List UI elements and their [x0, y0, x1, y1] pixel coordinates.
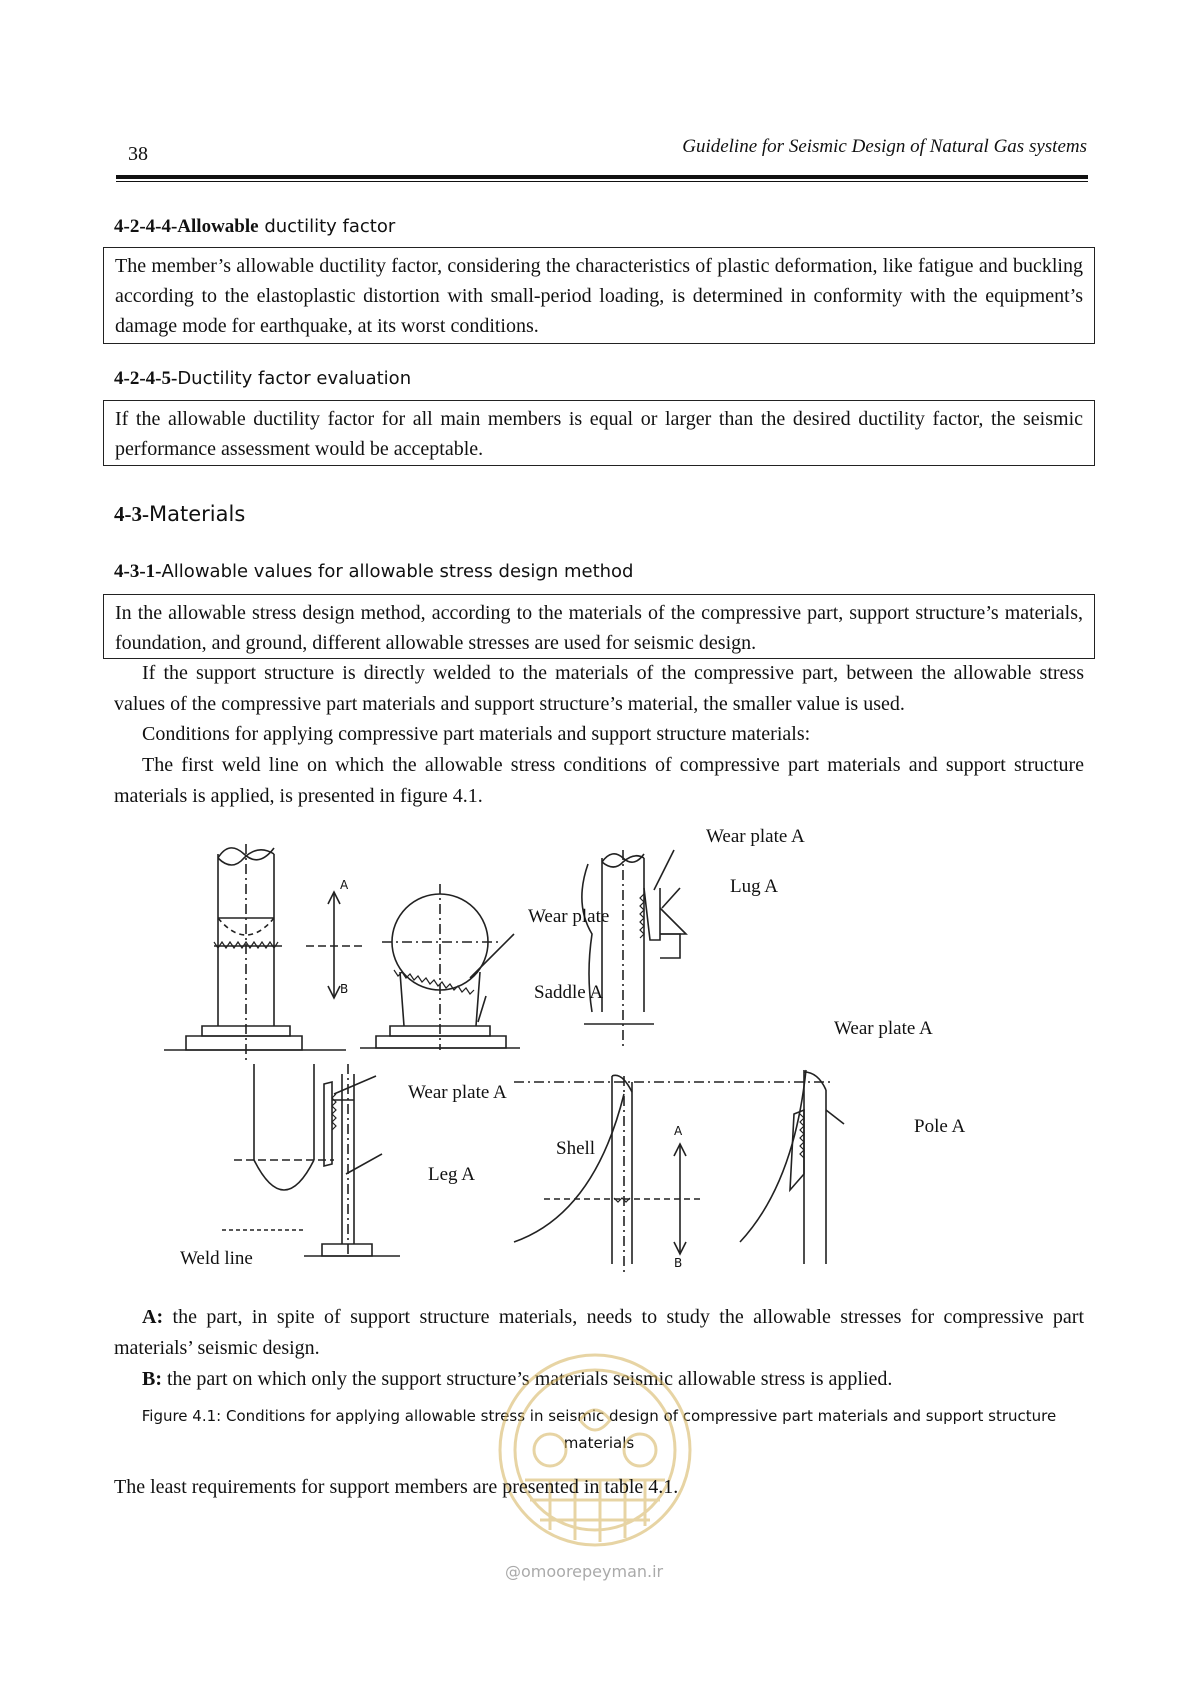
- figure-4-1: [114, 814, 974, 1298]
- boxed-text-4-3-1: In the allowable stress design method, according to the materials of the compressive part, support structure’s materials, foundation, and ground, different allowable stresses are used for seismic design.: [103, 594, 1095, 659]
- running-title: Guideline for Seismic Design of Natural Gas systems: [682, 136, 1087, 157]
- label-wear-plate-a-leg: Wear plate A: [408, 1082, 507, 1103]
- label-axis-b: B: [340, 982, 349, 996]
- header-rule-thick: [116, 175, 1088, 179]
- note-b-label: B:: [142, 1368, 162, 1390]
- label-shell: Shell: [556, 1138, 596, 1159]
- label-pole-a: Pole A: [914, 1116, 966, 1137]
- boxed-text-4-2-4-5: If the allowable ductility factor for all main members is equal or larger than the desired ductility factor, the seismic performance assessment would be acceptable.: [103, 400, 1095, 466]
- label-axis-a: A: [674, 1124, 683, 1138]
- figure-caption: Figure 4.1: Conditions for applying allowable stress in seismic design of compressive part materials and support structure materials: [141, 1407, 1057, 1452]
- label-wear-plate: Wear plate: [528, 906, 610, 927]
- watermark-seal-icon: [480, 1330, 710, 1580]
- label-lug-a: Lug A: [730, 876, 779, 897]
- section-title: Allowable values for allowable stress design method: [161, 561, 634, 582]
- label-wear-plate-a-top: Wear plate A: [706, 826, 805, 847]
- label-axis-a: A: [340, 878, 349, 892]
- label-wear-plate-a-right: Wear plate A: [834, 1018, 933, 1039]
- section-number: 4-3-: [114, 502, 149, 526]
- paragraph: If the support structure is directly welded to the materials of the compressive part, between the allowable stress values of the compressive part materials and support structure’s material, the smaller value is used.: [114, 662, 1084, 715]
- note-b-text: the part on which only the support structure’s materials seismic allowable stress is applied.: [162, 1368, 893, 1390]
- label-axis-b: B: [674, 1256, 683, 1270]
- header-rule-thin: [116, 181, 1088, 182]
- label-weld-line: Weld line: [180, 1248, 253, 1269]
- paragraph: Conditions for applying compressive part materials and support structure materials:: [142, 723, 811, 745]
- section-number: 4-3-1-: [114, 561, 162, 582]
- section-title: Ductility factor evaluation: [177, 368, 412, 389]
- label-leg-a: Leg A: [428, 1164, 475, 1185]
- section-heading-4-2-4-5: [114, 368, 411, 390]
- note-a-label: A:: [142, 1306, 164, 1328]
- section-title: ductility factor: [258, 216, 396, 237]
- page-number: 38: [128, 143, 148, 165]
- watermark-site: @omoorepeyman.ir: [505, 1562, 664, 1581]
- section-title: Materials: [149, 502, 246, 526]
- boxed-text-4-2-4-4: The member’s allowable ductility factor, considering the characteristics of plastic deformation, like fatigue and buckling according to the elastoplastic distortion with small-period loading, is determined in conformity with the equipment’s damage mode for earthquake, at its worst conditions.: [103, 247, 1095, 344]
- label-saddle-a: Saddle A: [534, 982, 604, 1003]
- section-heading-4-2-4-4: [114, 216, 395, 238]
- section-number: 4-2-4-4-Allowable: [114, 216, 259, 237]
- closing-paragraph: The least requirements for support members are presented in table 4.1.: [114, 1476, 679, 1498]
- section-heading-4-3: [114, 502, 245, 527]
- section-heading-4-3-1: [114, 561, 633, 583]
- note-a-text: the part, in spite of support structure materials, needs to study the allowable stresses for compressive part materials’ seismic design.: [114, 1306, 1084, 1359]
- paragraph: The first weld line on which the allowable stress conditions of compressive part materials and support structure materials is applied, is presented in figure 4.1.: [114, 754, 1084, 807]
- weld-line-diagram: [114, 814, 974, 1298]
- section-number: 4-2-4-5-: [114, 368, 178, 389]
